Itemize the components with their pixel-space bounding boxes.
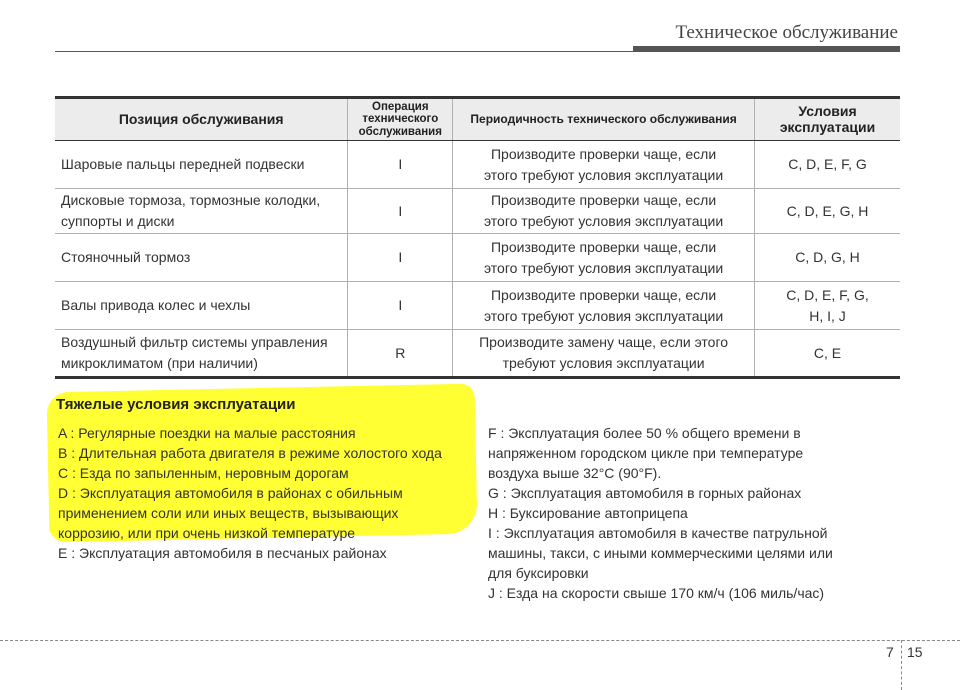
list-item: E : Эксплуатация автомобиля в песчаных районах [58, 545, 387, 561]
footer-vertical-divider [901, 640, 902, 690]
condition-text: Эксплуатация автомобиля в горных районах [510, 485, 802, 501]
cell-periodicity: Производите проверки чаще, если этого требуют условия эксплуатации [453, 189, 755, 234]
column-header-operation: Операция технического обслуживания [348, 98, 453, 141]
condition-code: A [58, 425, 67, 441]
list-item: A : Регулярные поездки на малые расстояния [58, 425, 356, 441]
cell-position: Стояночный тормоз [55, 234, 348, 282]
header-rule [55, 51, 635, 52]
condition-text: Регулярные поездки на малые расстояния [78, 425, 356, 441]
table-row [55, 234, 900, 282]
header-rule-accent [633, 46, 900, 52]
cell-periodicity: Производите проверки чаще, если этого требуют условия эксплуатации [453, 234, 755, 282]
condition-code: C [58, 465, 69, 481]
list-item: I : Эксплуатация автомобиля в качестве патрульной машины, такси, с иными коммерческими целями или для буксировки [488, 525, 833, 581]
table-row [55, 330, 900, 378]
cell-conditions: C, D, E, G, H [755, 189, 900, 234]
page-number: 15 [907, 644, 923, 660]
list-item: G : Эксплуатация автомобиля в горных районах [488, 485, 802, 501]
header-title: Техническое обслуживание [675, 22, 898, 43]
column-header-periodicity: Периодичность технического обслуживания [453, 98, 755, 141]
cell-periodicity: Производите замену чаще, если этого требуют условия эксплуатации [453, 330, 755, 378]
list-item: C : Езда по запыленным, неровным дорогам [58, 465, 349, 481]
condition-code: F [488, 425, 497, 441]
condition-text: Эксплуатация автомобиля в районах с обильным применением соли или иных веществ, вызывающих коррозию, или при очень низкой температуре [58, 485, 403, 541]
condition-code: D [58, 485, 69, 501]
condition-text: Эксплуатация более 50 % общего времени в напряженном городском цикле при температуре воздуха выше 32°C (90°F). [488, 425, 804, 481]
condition-code: B [58, 445, 68, 461]
list-item: D : Эксплуатация автомобиля в районах с обильным применением соли или иных веществ, вызывающих коррозию, или при очень низкой температуре [58, 485, 403, 541]
footer-divider [0, 640, 960, 641]
cell-conditions: C, D, E, F, G, H, I, J [755, 282, 900, 330]
cell-position: Дисковые тормоза, тормозные колодки, суппорты и диски [55, 189, 348, 234]
maintenance-table [55, 96, 900, 379]
cell-position: Шаровые пальцы передней подвески [55, 141, 348, 189]
column-header-position: Позиция обслуживания [55, 98, 348, 141]
table-row [55, 141, 900, 189]
condition-text: Эксплуатация автомобиля в качестве патрульной машины, такси, с иными коммерческими целями или для буксировки [488, 525, 833, 581]
condition-code: J [488, 585, 495, 601]
condition-text: Эксплуатация автомобиля в песчаных районах [79, 545, 387, 561]
cell-operation: I [348, 189, 453, 234]
cell-periodicity: Производите проверки чаще, если этого требуют условия эксплуатации [453, 141, 755, 189]
condition-text: Буксирование автоприцепа [509, 505, 688, 521]
cell-operation: I [348, 282, 453, 330]
cell-operation: I [348, 234, 453, 282]
cell-operation: I [348, 141, 453, 189]
condition-text: Езда на скорости свыше 170 км/ч (106 миль/час) [506, 585, 825, 601]
list-item: F : Эксплуатация более 50 % общего времени в напряженном городском цикле при температуре воздуха выше 32°C (90°F). [488, 425, 804, 481]
condition-code: I [488, 525, 492, 541]
condition-code: H [488, 505, 499, 521]
list-item: J : Езда на скорости свыше 170 км/ч (106 миль/час) [488, 585, 825, 601]
cell-conditions: C, E [755, 330, 900, 378]
table-header-row [55, 98, 900, 141]
table-row [55, 282, 900, 330]
cell-conditions: C, D, G, H [755, 234, 900, 282]
section-title: Тяжелые условия эксплуатации [56, 396, 296, 413]
cell-operation: R [348, 330, 453, 378]
condition-text: Длительная работа двигателя в режиме холостого хода [79, 445, 442, 461]
table-row [55, 189, 900, 234]
chapter-number: 7 [886, 644, 894, 660]
cell-periodicity: Производите проверки чаще, если этого требуют условия эксплуатации [453, 282, 755, 330]
column-header-conditions: Условия эксплуатации [755, 98, 900, 141]
conditions-list-left [58, 423, 488, 563]
cell-position: Валы привода колес и чехлы [55, 282, 348, 330]
condition-code: E [58, 545, 68, 561]
condition-code: G [488, 485, 499, 501]
condition-text: Езда по запыленным, неровным дорогам [79, 465, 349, 481]
list-item: B : Длительная работа двигателя в режиме холостого хода [58, 445, 442, 461]
cell-position: Воздушный фильтр системы управления микроклиматом (при наличии) [55, 330, 348, 378]
conditions-list-right [488, 423, 888, 603]
cell-conditions: C, D, E, F, G [755, 141, 900, 189]
list-item: H : Буксирование автоприцепа [488, 505, 688, 521]
